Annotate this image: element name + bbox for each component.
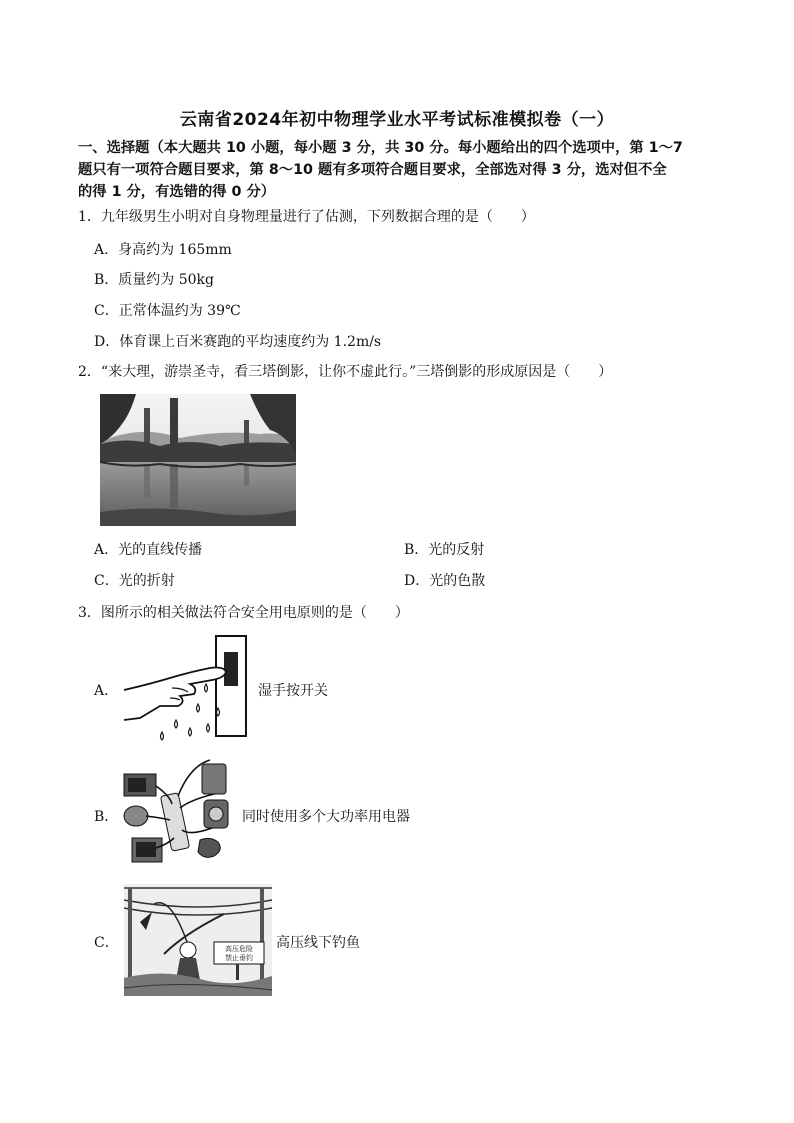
question-1-stem: 1．九年级男生小明对自身物理量进行了估测，下列数据合理的是（ ） bbox=[78, 209, 535, 225]
wet-hand-switch-figure bbox=[120, 632, 250, 744]
pagoda-right bbox=[244, 420, 249, 446]
q3-option-c-letter: C． bbox=[94, 935, 119, 951]
q3-option-b-letter: B． bbox=[94, 809, 119, 825]
pagoda-left bbox=[144, 408, 150, 446]
section-instructions bbox=[78, 137, 728, 203]
q3-option-a-caption: 湿手按开关 bbox=[258, 683, 328, 699]
overloaded-socket-figure bbox=[120, 756, 240, 868]
section-line-2: 题只有一项符合题目要求，第 8～10 题有多项符合题目要求，全部选对得 3 分，选对但不全 bbox=[78, 162, 667, 178]
q1-option-d: D．体育课上百米赛跑的平均速度约为 1.2m/s bbox=[94, 334, 382, 350]
pagoda-main bbox=[170, 398, 178, 446]
q2-option-c: C．光的折射 bbox=[94, 573, 175, 589]
q3-option-a-letter: A． bbox=[94, 683, 119, 699]
q1-option-c: C．正常体温约为 39℃ bbox=[94, 303, 241, 319]
q2-option-d: D．光的色散 bbox=[404, 573, 486, 589]
question-3-stem: 3．图所示的相关做法符合安全用电原则的是（ ） bbox=[78, 605, 409, 621]
q2-option-a: A．光的直线传播 bbox=[94, 542, 203, 558]
sign-line-1: 高压危险 bbox=[225, 945, 253, 953]
q3-option-c-caption: 高压线下钓鱼 bbox=[276, 935, 360, 951]
three-pagodas-photo bbox=[100, 394, 296, 526]
q3-option-b-caption: 同时使用多个大功率用电器 bbox=[242, 809, 410, 825]
section-line-1: 一、选择题（本大题共 10 小题，每小题 3 分，共 30 分。每小题给出的四个选项中，第 1～7 bbox=[78, 140, 683, 156]
q1-option-a: A．身高约为 165mm bbox=[94, 242, 232, 258]
section-line-3: 的得 1 分，有选错的得 0 分） bbox=[78, 184, 276, 200]
page-title: 云南省2024年初中物理学业水平考试标准模拟卷（一） bbox=[179, 110, 615, 130]
q1-option-b: B．质量约为 50kg bbox=[94, 272, 214, 288]
q2-option-b: B．光的反射 bbox=[404, 542, 485, 558]
fishing-under-powerline-figure bbox=[124, 884, 272, 996]
sign-line-2: 禁止垂钓 bbox=[225, 954, 253, 962]
question-2-stem: 2．“来大理，游崇圣寺，看三塔倒影，让你不虚此行。”三塔倒影的形成原因是（ ） bbox=[78, 364, 613, 380]
